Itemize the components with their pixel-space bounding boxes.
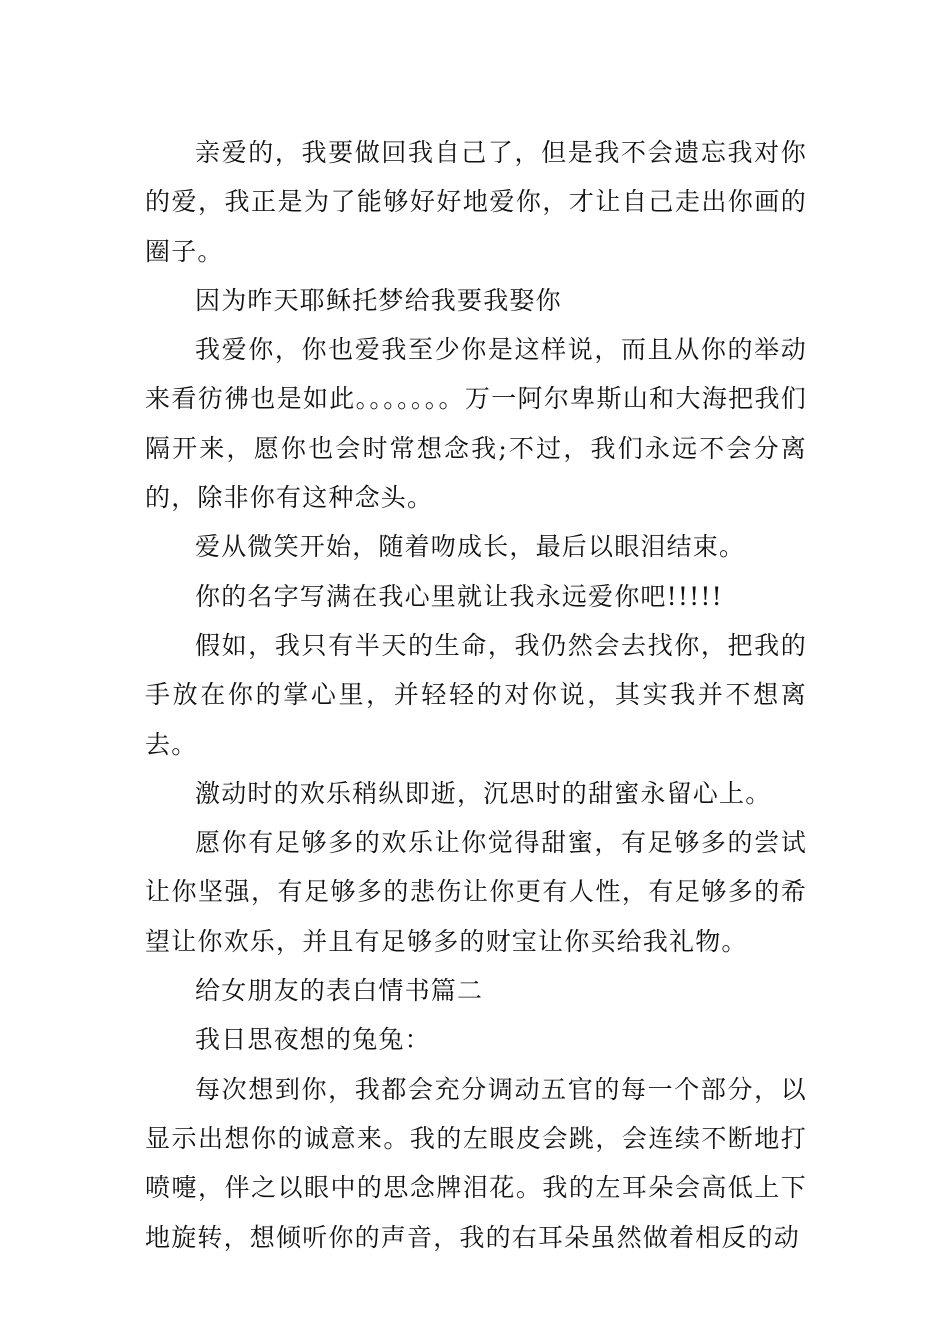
section-heading: 给女朋友的表白情书篇二: [195, 976, 484, 1006]
letter-salutation: 我日思夜想的兔兔：: [195, 1025, 431, 1055]
paragraph: 爱从微笑开始，随着吻成长，最后以眼泪结束。: [195, 532, 746, 562]
paragraph: 激动时的欢乐稍纵即逝，沉思时的甜蜜永留心上。: [195, 778, 772, 808]
paragraph: 亲爱的，我要做回我自己了，但是我不会遗忘我对你的爱，我正是为了能够好好地爱你，才让自己走出你画的圈子。: [145, 138, 807, 266]
document-page: [145, 128, 807, 1262]
paragraph: 假如，我只有半天的生命，我仍然会去找你，把我的手放在你的掌心里，并轻轻的对你说，其实我并不想离去。: [145, 630, 807, 759]
paragraph: 我爱你，你也爱我至少你是这样说，而且从你的举动来看彷彿也是如此。。。。。。。万一阿尔卑斯山和大海把我们隔开来，愿你也会时常想念我;不过，我们永远不会分离的，除非你有这种念头。: [145, 335, 807, 513]
paragraph: 你的名字写满在我心里就让我永远爱你吧!!!!!: [195, 581, 723, 611]
paragraph: 愿你有足够多的欢乐让你觉得甜蜜，有足够多的尝试让你坚强，有足够多的悲伤让你更有人性，有足够多的希望让你欢乐，并且有足够多的财宝让你买给我礼物。: [145, 828, 807, 956]
paragraph: 每次想到你，我都会充分调动五官的每一个部分，以显示出想你的诚意来。我的左眼皮会跳，会连续不断地打喷嚏，伴之以眼中的思念牌泪花。我的左耳朵会高低上下地旋转，想倾听你的声音，我的右耳朵虽然做着相反的动: [145, 1074, 807, 1252]
paragraph: 因为昨天耶稣托梦给我要我娶你: [195, 285, 562, 315]
